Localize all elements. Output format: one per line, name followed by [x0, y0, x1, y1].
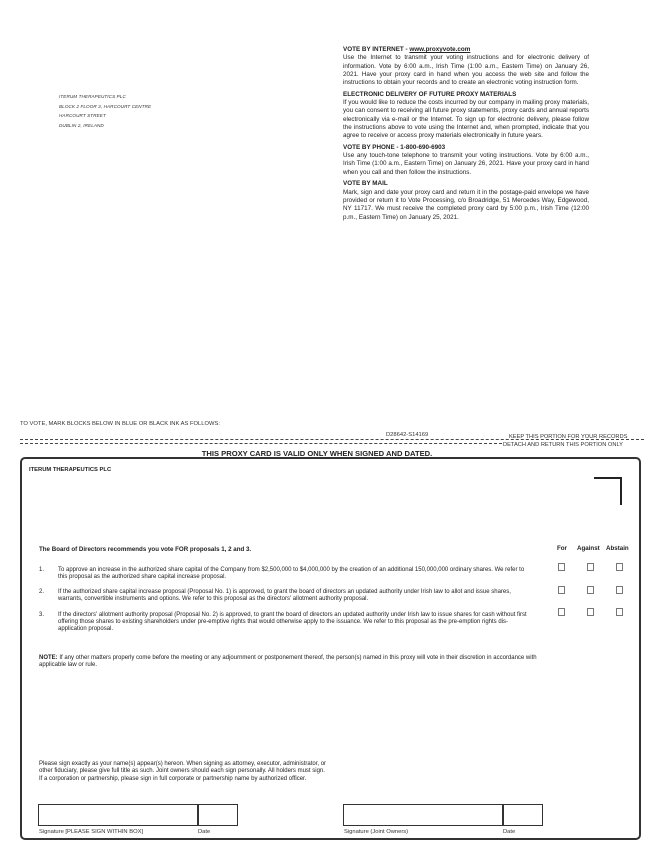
vote-by-phone [343, 144, 589, 177]
address-line: ITERUM THERAPEUTICS PLC [59, 94, 126, 99]
proposal-1-text: To approve an increase in the authorized share capital of the Company from $2,500,000 to $4,000,000 by the creation of an additional 150,000,000 ordinary shares. We refer to this proposal as the authorized share capital increase proposal. [58, 567, 525, 581]
address-line: HARCOURT STREET [59, 113, 106, 119]
mail-text: Mark, sign and date your proxy card and return it in the postage-paid envelope we have provided or return it to Vote Processing, c/o Broadridge, 51 Mercedes Way, Edgewood, NY 11717. We must receive the completed proxy card by 5:00 p.m., Irish Time (12:00 p.m., Eastern Time) on January 25, 2021. [343, 188, 589, 221]
electronic-delivery [343, 91, 589, 141]
proposal-2-against-checkbox[interactable] [587, 586, 594, 594]
note-label: NOTE: [39, 655, 58, 661]
date-label: Date [198, 829, 211, 835]
column-against: Against [577, 545, 600, 552]
joint-date-label: Date [503, 829, 516, 835]
date-box[interactable] [198, 804, 238, 826]
internet-heading: VOTE BY INTERNET - [343, 46, 410, 53]
board-recommendation: The Board of Directors recommends you vote FOR proposals 1, 2 and 3. [39, 546, 252, 553]
proposal-3-text: If the directors' allotment authority proposal (Proposal No. 2) is approved, to grant the board of directors an updated authority under Irish law to issue shares for cash without first offering those shares to existing shareholders under pre-emptive rights that would otherwise apply to the issuance. We refer to this proposal as the pre-emption rights dis-application proposal. [58, 612, 527, 633]
return-address [59, 92, 151, 130]
proposal-2-text: If the authorized share capital increase proposal (Proposal No. 1) is approved, to grant the board of directors an updated authority under Irish law to allot and issue shares, warrants, convertible instruments and options. We refer to this proposal as the directors' allotment authority proposal. [58, 589, 511, 603]
vote-by-internet [343, 46, 589, 88]
proposal-2-abstain-checkbox[interactable] [616, 586, 623, 594]
proposal-2-for-checkbox[interactable] [558, 586, 565, 594]
mail-heading: VOTE BY MAIL [343, 180, 388, 188]
phone-text: Use any touch-tone telephone to transmit your voting instructions. Vote by 6:00 a.m., Irish Time (1:00 a.m., Eastern Time) on January 26, 2021. Have your proxy card in hand when you call and then follow the instructions. [343, 152, 589, 176]
signature-label: Signature [PLEASE SIGN WITHIN BOX] [39, 829, 144, 835]
address-line: BLOCK 2 FLOOR 3, HARCOURT CENTRE [59, 103, 152, 109]
joint-date-box[interactable] [503, 804, 543, 826]
detach-line-secondary [20, 443, 502, 444]
proposal-3-abstain-checkbox[interactable] [616, 608, 623, 616]
signature-box[interactable] [38, 804, 198, 826]
note [39, 655, 539, 670]
joint-signature-label: Signature (Joint Owners) [344, 829, 409, 835]
address-line: DUBLIN 2, IRELAND [59, 122, 104, 128]
proposal-1-abstain-checkbox[interactable] [616, 563, 623, 571]
proxyvote-link[interactable]: www.proxyvote.com [409, 46, 471, 53]
proposal-1-for-checkbox[interactable] [558, 563, 565, 571]
card-company-name: ITERUM THERAPEUTICS PLC [29, 467, 112, 473]
proposal-3-number: 3. [39, 612, 45, 618]
detach-line [20, 439, 644, 440]
vote-by-mail [343, 180, 589, 222]
column-abstain: Abstain [606, 545, 629, 552]
signing-instructions: Please sign exactly as your name(s) appear(s) hereon. When signing as attorney, executor, administrator, or other fiduciary, please give full title as such. Joint owners should each sign personally. All holders must sign. If a corporation or partnership, please sign in full corporate or partnership name by authorized officer. [39, 761, 327, 782]
column-for: For [557, 545, 567, 552]
voting-instructions [343, 46, 589, 225]
joint-signature-box[interactable] [343, 804, 503, 826]
phone-heading: VOTE BY PHONE - 1-800-690-6903 [343, 143, 446, 151]
keep-portion-text: KEEP THIS PORTION FOR YOUR RECORDS [509, 434, 628, 440]
electronic-heading: ELECTRONIC DELIVERY OF FUTURE PROXY MATERIALS [343, 90, 517, 98]
corner-mark [594, 477, 622, 505]
detach-portion-text: DETACH AND RETURN THIS PORTION ONLY [503, 442, 623, 448]
note-text: If any other matters properly come before the meeting or any adjournment or postponement thereof, the person(s) named in this proxy will vote in their discretion in accordance with applicable law or rule. [39, 655, 537, 669]
mark-instruction: TO VOTE, MARK BLOCKS BELOW IN BLUE OR BLACK INK AS FOLLOWS: [20, 421, 220, 427]
electronic-text: If you would like to reduce the costs incurred by our company in mailing proxy materials, you can consent to receiving all future proxy statements, proxy cards and annual reports electronically via e-mail or the Internet. To sign up for electronic delivery, please follow the instructions above to vote using the Internet and, when prompted, indicate that you agree to receive or access proxy materials electronically in future years. [343, 99, 589, 140]
control-number: D28642-S14169 [386, 432, 429, 438]
proposal-2-number: 2. [39, 589, 45, 595]
valid-notice: THIS PROXY CARD IS VALID ONLY WHEN SIGNED AND DATED. [201, 449, 433, 458]
proposal-1-against-checkbox[interactable] [587, 563, 594, 571]
proposal-3-against-checkbox[interactable] [587, 608, 594, 616]
proposal-3-for-checkbox[interactable] [558, 608, 565, 616]
internet-text: Use the Internet to transmit your voting instructions and for electronic delivery of information. Vote by 6:00 a.m., Irish Time (1:00 a.m., Eastern Time) on January 26, 2021. Have your proxy card in hand when you access the web site and follow the instructions to obtain your records and to create an electronic voting instruction form. [343, 54, 589, 87]
proposal-1-number: 1. [39, 567, 45, 573]
